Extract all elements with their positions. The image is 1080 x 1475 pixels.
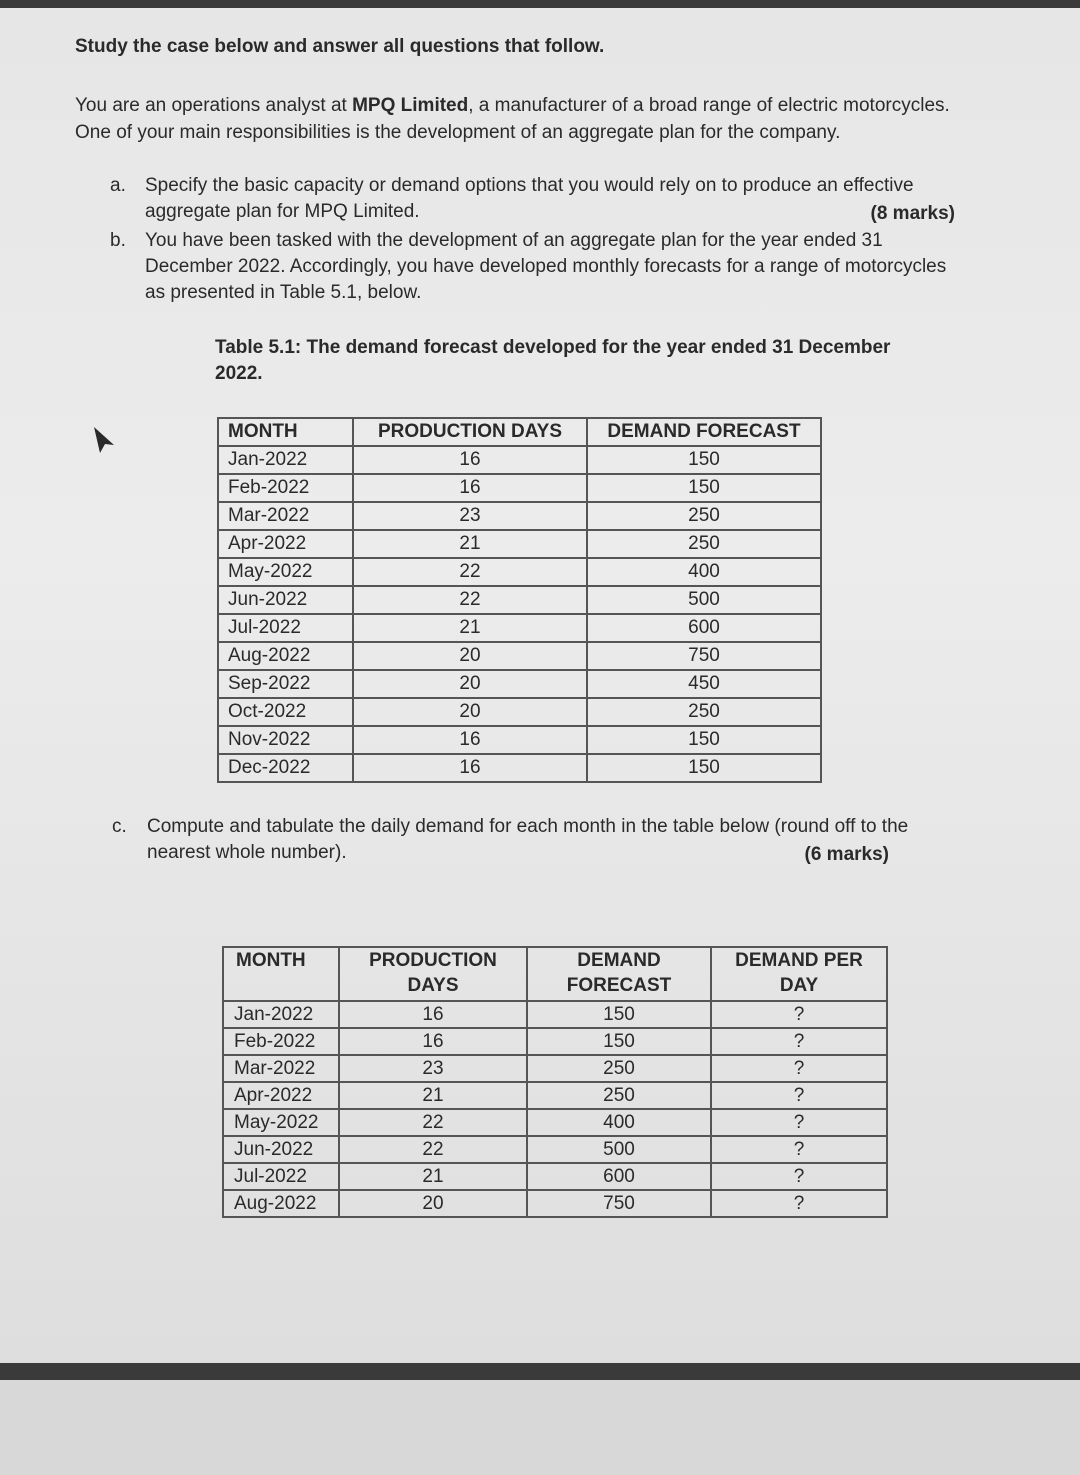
table-cell: 500 [527, 1136, 711, 1163]
table-row [218, 642, 821, 670]
table-row [218, 502, 821, 530]
intro-pre: You are an operations analyst at [75, 95, 353, 116]
company-name: MPQ Limited [352, 95, 469, 116]
table-cell: Mar-2022 [218, 502, 353, 530]
table-cell: Aug-2022 [223, 1190, 339, 1217]
question-a [110, 173, 955, 225]
daily-demand-table [222, 946, 888, 1218]
table-cell: ? [711, 1163, 887, 1190]
table-cell: 16 [339, 1028, 527, 1055]
question-c-marks: (6 marks) [804, 844, 889, 865]
question-a-label: a. [110, 175, 126, 196]
table-row [218, 726, 821, 754]
table-row [218, 586, 821, 614]
table-cell: ? [711, 1001, 887, 1028]
table-cell: Apr-2022 [223, 1082, 339, 1109]
header-production-days: PRODUCTION DAYS [353, 418, 587, 446]
table-cell: Jan-2022 [223, 1001, 339, 1028]
table-cell: Mar-2022 [223, 1055, 339, 1082]
header-month: MONTH [223, 947, 339, 1001]
intro-paragraph [75, 92, 975, 146]
header-production-days: PRODUCTION DAYS [339, 947, 527, 1001]
mouse-cursor-icon [92, 425, 118, 455]
table-cell: 21 [353, 530, 587, 558]
table-row [223, 1028, 887, 1055]
page-heading: Study the case below and answer all questions that follow. [75, 36, 605, 57]
table-cell: 16 [353, 726, 587, 754]
table-cell: 22 [339, 1136, 527, 1163]
table-cell: 20 [353, 642, 587, 670]
table-cell: 250 [587, 502, 821, 530]
header-demand-forecast: DEMAND FORECAST [587, 418, 821, 446]
table-row [218, 558, 821, 586]
table-cell: 20 [339, 1190, 527, 1217]
table-row [218, 530, 821, 558]
header-month: MONTH [218, 418, 353, 446]
table-row [223, 1136, 887, 1163]
table-cell: Sep-2022 [218, 670, 353, 698]
table-row [218, 446, 821, 474]
table-cell: 150 [527, 1028, 711, 1055]
table-cell: 23 [353, 502, 587, 530]
table-row [223, 1163, 887, 1190]
question-b-label: b. [110, 230, 126, 251]
table-cell: 21 [339, 1082, 527, 1109]
table-cell: 16 [353, 754, 587, 782]
table-cell: 400 [587, 558, 821, 586]
table-cell: Dec-2022 [218, 754, 353, 782]
table1-caption: Table 5.1: The demand forecast developed for the year ended 31 December 2022. [215, 337, 891, 384]
demand-forecast-table [217, 417, 822, 783]
question-a-text: Specify the basic capacity or demand options that you would rely on to produce an effective aggregate plan for MPQ Limited. [145, 175, 914, 222]
table-cell: 750 [527, 1190, 711, 1217]
question-c-label: c. [112, 816, 127, 837]
table-cell: 150 [587, 446, 821, 474]
header-demand-per-day: DEMAND PER DAY [711, 947, 887, 1001]
paper-sheet-lower [0, 1380, 1080, 1475]
table-row [223, 1190, 887, 1217]
table-cell: Oct-2022 [218, 698, 353, 726]
table-cell: 16 [353, 446, 587, 474]
table-cell: ? [711, 1082, 887, 1109]
table-cell: 250 [587, 530, 821, 558]
table-cell: Feb-2022 [218, 474, 353, 502]
table-cell: 20 [353, 698, 587, 726]
table-cell: 22 [353, 558, 587, 586]
question-b [110, 228, 955, 306]
table-cell: 250 [527, 1082, 711, 1109]
table-cell: 150 [587, 754, 821, 782]
table-cell: Apr-2022 [218, 530, 353, 558]
table-cell: 20 [353, 670, 587, 698]
table-cell: May-2022 [223, 1109, 339, 1136]
table-cell: ? [711, 1136, 887, 1163]
table-cell: ? [711, 1055, 887, 1082]
table-cell: Jan-2022 [218, 446, 353, 474]
table-cell: Nov-2022 [218, 726, 353, 754]
table-cell: 600 [587, 614, 821, 642]
table-header-row [223, 947, 887, 1001]
table-cell: 250 [587, 698, 821, 726]
table-cell: Jun-2022 [223, 1136, 339, 1163]
table-row [223, 1055, 887, 1082]
table-cell: Jun-2022 [218, 586, 353, 614]
table-cell: 250 [527, 1055, 711, 1082]
question-c [112, 814, 947, 866]
table-cell: 150 [587, 726, 821, 754]
table-cell: Jul-2022 [223, 1163, 339, 1190]
table-cell: 500 [587, 586, 821, 614]
table-cell: 150 [527, 1001, 711, 1028]
table-cell: 750 [587, 642, 821, 670]
table-row [218, 670, 821, 698]
table-cell: 22 [339, 1109, 527, 1136]
table-cell: 21 [353, 614, 587, 642]
table-cell: Jul-2022 [218, 614, 353, 642]
table-cell: 600 [527, 1163, 711, 1190]
table-row [218, 698, 821, 726]
table-row [223, 1109, 887, 1136]
table-cell: ? [711, 1028, 887, 1055]
table-cell: 450 [587, 670, 821, 698]
table-cell: 16 [353, 474, 587, 502]
table-cell: Feb-2022 [223, 1028, 339, 1055]
table-cell: 400 [527, 1109, 711, 1136]
table-row [223, 1001, 887, 1028]
intro-post: , a manufacturer of a broad range of electric motorcycles. One of your main responsibilities is the development of an aggregate plan for the company. [75, 95, 950, 143]
table-cell: Aug-2022 [218, 642, 353, 670]
table-row [218, 614, 821, 642]
table-cell: 150 [587, 474, 821, 502]
table-cell: 22 [353, 586, 587, 614]
question-c-text: Compute and tabulate the daily demand for each month in the table below (round off to the nearest whole number). [147, 816, 909, 863]
table-cell: 16 [339, 1001, 527, 1028]
table-cell: ? [711, 1190, 887, 1217]
table-cell: ? [711, 1109, 887, 1136]
question-a-marks: (8 marks) [870, 203, 955, 224]
question-b-text: You have been tasked with the development of an aggregate plan for the year ended 31 December 2022. Accordingly, you have developed monthly forecasts for a range of motorcycles as presented in Table 5.1, below. [145, 230, 947, 303]
table-cell: May-2022 [218, 558, 353, 586]
table-row [223, 1082, 887, 1109]
header-demand-forecast: DEMAND FORECAST [527, 947, 711, 1001]
table-cell: 21 [339, 1163, 527, 1190]
table-cell: 23 [339, 1055, 527, 1082]
table-header-row [218, 418, 821, 446]
table-row [218, 474, 821, 502]
table-row [218, 754, 821, 782]
